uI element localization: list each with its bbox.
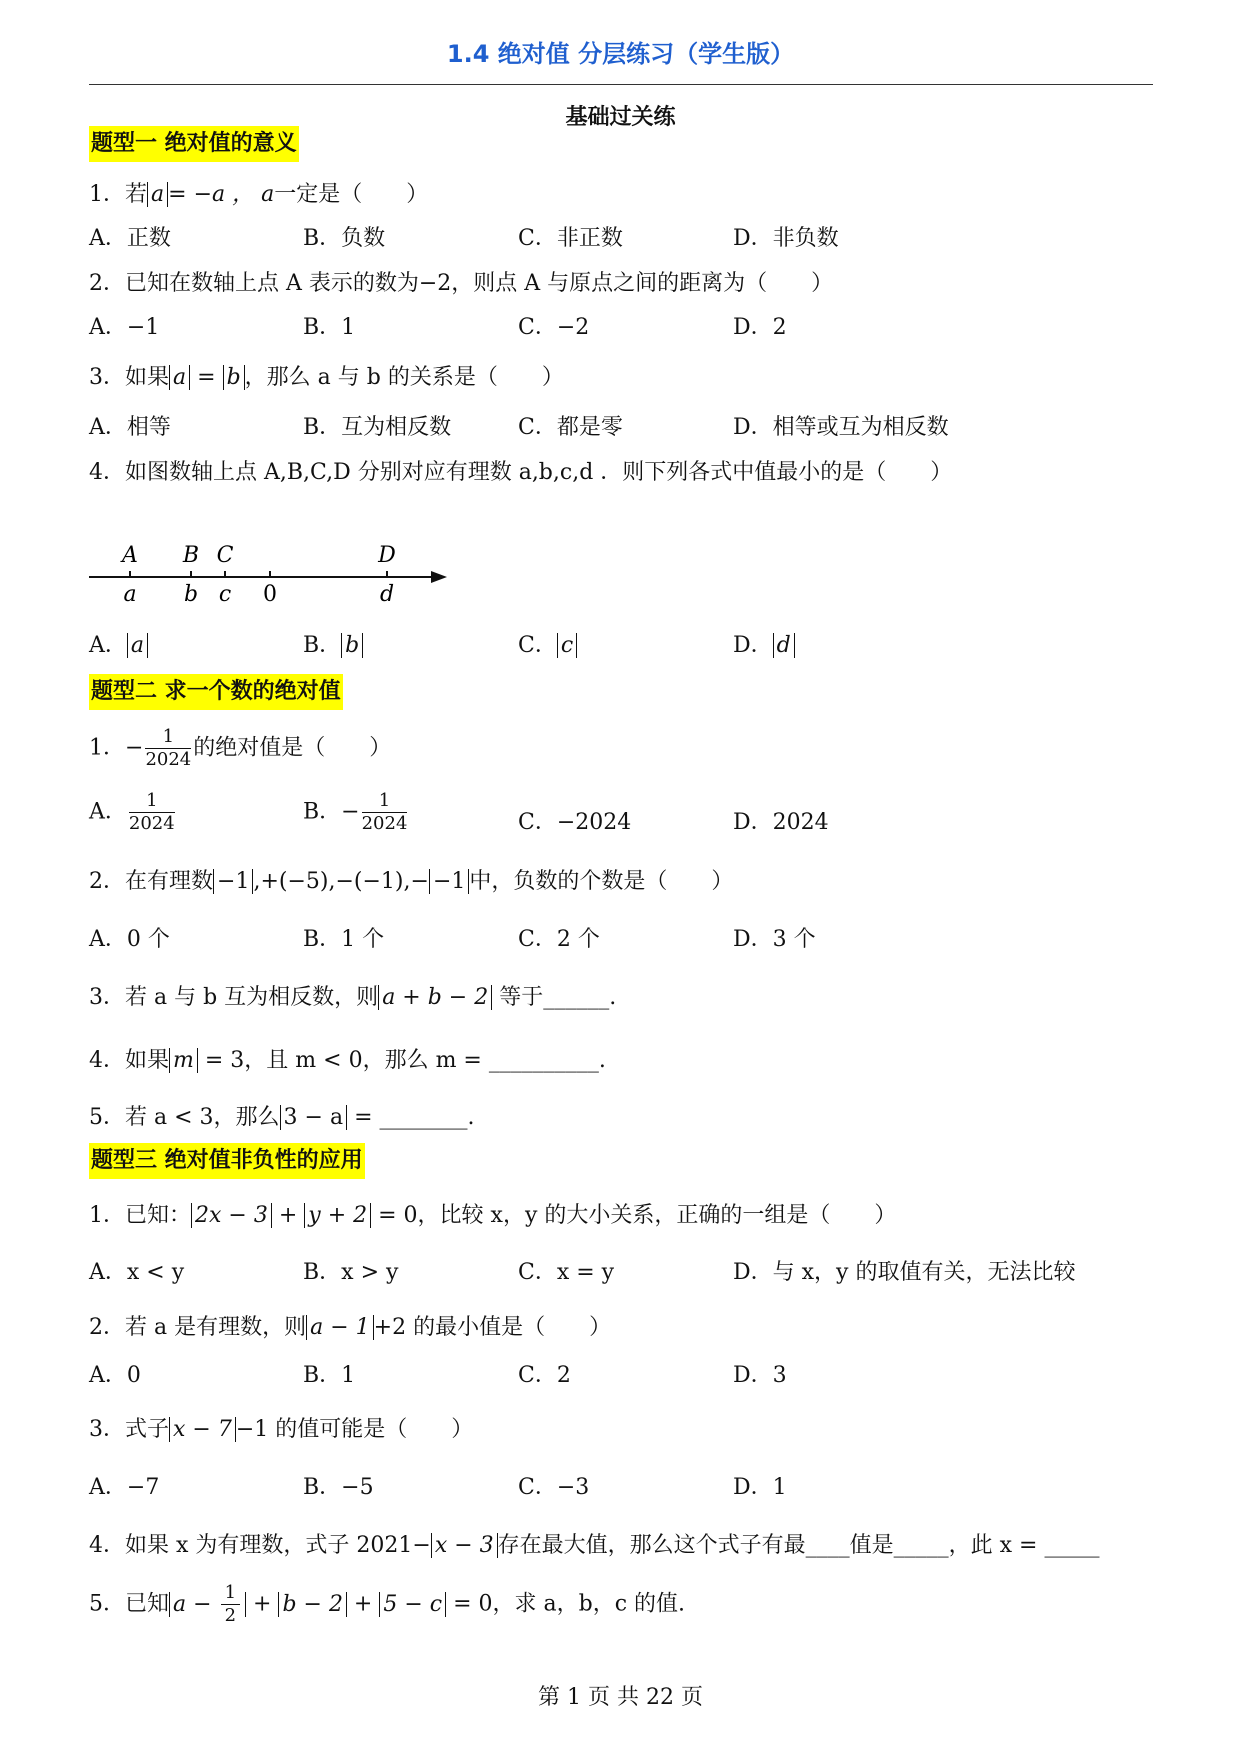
s1-q4-option-a-abs: a [127,633,148,658]
s2-q1-num: 1． [89,735,125,761]
s3-q5-abs3: 5 − c [379,1592,446,1617]
s1-q3-num: 3． [89,365,125,390]
s1-q3-option-a[interactable]: A．相等 [89,415,171,440]
s1-q4-option-c-prefix: C． [518,633,557,658]
s3-q3-option-d[interactable]: D．1 [733,1475,787,1500]
s2-q4-pre: 如果 [125,1048,170,1073]
s3-q3-option-c[interactable]: C．−3 [518,1475,590,1500]
value-label-a: a [123,582,137,607]
s3-q5-pre: 已知 [125,1591,170,1617]
s2-q5-abs: 3 − a [280,1105,348,1130]
s2-q2-option-b[interactable]: B．1 个 [303,927,385,952]
s1-q3-option-b[interactable]: B．互为相反数 [303,415,452,440]
s1-q3-pre: 如果 [125,365,170,390]
value-label-c: c [218,582,232,607]
s1-q2-option-c[interactable]: C．−2 [518,315,590,340]
s2-q4-num: 4． [89,1048,125,1073]
s2-q3 [89,980,616,1011]
subtitle: 基础过关练 [565,105,676,130]
s2-q5-post[interactable]: = ________. [347,1105,475,1130]
s3-q1-option-c[interactable]: C．x = y [518,1260,615,1285]
s2-q1-option-a-prefix: A． [89,799,127,825]
section-3-title: 题型三 绝对值非负性的应用 [89,1143,365,1179]
s3-q5-plus2: + [346,1591,380,1617]
s3-q2-post: +2 的最小值是（ ） [373,1315,612,1340]
s1-q1-abs: a [147,182,168,207]
s2-q2-post: 中，负数的个数是（ ） [469,869,734,894]
s2-q1-option-a-den: 2024 [128,813,175,834]
s2-q1-fraction [145,726,191,771]
number-line-figure [85,535,455,607]
point-label-C: C [216,543,234,568]
s2-q1 [89,726,391,771]
s2-q2 [89,864,733,895]
s1-q1-option-a[interactable]: A．正数 [89,226,171,251]
s3-q4-abs: x − 3 [431,1533,498,1558]
s2-q3-pre: 若 a 与 b 互为相反数，则 [125,985,379,1010]
s1-q1-option-c[interactable]: C．非正数 [518,226,623,251]
s2-q1-option-a-num: 1 [129,790,175,813]
s1-q1-mid: = −a ， [168,182,255,207]
s1-q1-num: 1． [89,182,125,207]
value-label-b: b [183,582,199,607]
s3-q3-post: −1 的值可能是（ ） [235,1417,474,1442]
s3-q3-num: 3． [89,1417,125,1442]
s1-q2-option-d[interactable]: D．2 [733,315,787,340]
s1-q1-post: 一定是（ ） [274,182,429,207]
s1-q4-option-d-prefix: D． [733,633,773,658]
s3-q5-abs1-text: a − [173,1591,219,1617]
s2-q5-pre: 若 a < 3，那么 [125,1105,280,1130]
s1-q4-option-c-abs: c [557,633,577,658]
s2-q2-option-c[interactable]: C．2 个 [518,927,600,952]
point-label-B: B [182,543,200,568]
page-header-title: 1.4 绝对值 分层练习（学生版） [446,40,795,68]
s3-q3-option-b[interactable]: B．−5 [303,1475,374,1500]
s2-q2-abs1: −1 [213,869,253,894]
s2-q2-option-a[interactable]: A．0 个 [89,927,170,952]
s3-q1-num: 1． [89,1203,125,1228]
s3-q5-abs2: b − 2 [278,1592,347,1617]
s1-q3-option-c[interactable]: C．都是零 [518,415,623,440]
s3-q1-post: = 0，比较 x，y 的大小关系，正确的一组是（ ） [371,1203,897,1228]
s2-q1-option-b-fraction [362,790,408,835]
s3-q3-pre: 式子 [125,1417,170,1442]
value-label-zero: 0 [263,582,277,607]
s2-q2-mid: ,+(−5),−(−1),− [253,869,429,894]
s3-q4-post[interactable]: 存在最大值，那么这个式子有最____值是_____，此 x = _____ [497,1533,1100,1558]
s2-q1-option-a[interactable] [89,790,177,835]
s2-q3-num: 3． [89,985,125,1010]
s1-q4-option-c[interactable] [518,628,577,659]
s1-q2-option-b[interactable]: B．1 [303,315,356,340]
s2-q1-sign: − [125,735,144,761]
s3-q5-frac-den: 2 [224,1605,237,1626]
s3-q5-abs1 [169,1582,246,1626]
s3-q1 [89,1198,896,1229]
s3-q1-plus: + [271,1203,305,1228]
s2-q4 [89,1043,606,1074]
s3-q3-option-a[interactable]: A．−7 [89,1475,160,1500]
s1-q1 [89,177,428,208]
s3-q1-option-d[interactable]: D．与 x，y 的取值有关，无法比较 [733,1260,1076,1285]
s2-q1-option-c[interactable]: C．−2024 [518,810,632,835]
s3-q5 [89,1582,685,1627]
s3-q2-option-c[interactable]: C．2 [518,1363,571,1388]
s3-q5-plus1: + [246,1591,279,1617]
s3-q2-pre: 若 a 是有理数，则 [125,1315,307,1340]
s2-q2-option-d[interactable]: D．3 个 [733,927,816,952]
value-label-d: d [379,582,395,607]
s3-q4-num: 4． [89,1533,125,1558]
s1-q4-option-b-abs: b [341,633,363,658]
s2-q1-option-a-fraction [129,790,175,835]
s3-q3-abs: x − 7 [169,1417,236,1442]
s1-q1-pre: 若 [125,182,148,207]
s2-q2-abs2: −1 [429,869,469,894]
s2-q4-abs: m [169,1048,198,1073]
number-line-arrow [431,571,447,583]
s2-q2-pre: 在有理数 [125,869,214,894]
s3-q2-option-b[interactable]: B．1 [303,1363,356,1388]
s3-q2-abs: a − 1 [306,1315,374,1340]
s1-q4-option-b[interactable] [303,628,363,659]
s3-q5-post: = 0，求 a，b，c 的值. [446,1591,686,1617]
s1-q4: 4．如图数轴上点 A,B,C,D 分别对应有理数 a,b,c,d ．则下列各式中值最小的是（ ） [89,460,953,485]
point-label-A: A [122,543,138,568]
s2-q1-option-b-den: 2024 [361,813,408,834]
header-divider [89,84,1153,85]
page-footer: 第 1 页 共 22 页 [538,1685,703,1710]
s3-q4-pre: 如果 x 为有理数，式子 2021− [125,1533,431,1558]
s1-q4-option-d-abs: d [773,633,795,658]
s1-q3-abs2: b [223,365,245,390]
s3-q1-abs2: y + 2 [304,1203,371,1228]
s2-q5 [89,1100,475,1131]
s1-q2-option-a[interactable]: A．−1 [89,315,160,340]
s2-q4-post[interactable]: = 3，且 m < 0，那么 m = __________. [197,1048,606,1073]
s2-q1-frac-num: 1 [145,726,191,749]
s1-q3-abs1: a [169,365,190,390]
s2-q3-post[interactable]: 等于______. [492,985,617,1010]
point-label-D: D [378,543,396,568]
s3-q1-pre: 已知： [125,1203,192,1228]
s1-q4-option-a[interactable] [89,628,148,659]
s1-q3-eq: = [190,365,223,390]
s3-q2-option-a[interactable]: A．0 [89,1363,141,1388]
s1-q3 [89,360,564,391]
s1-q4-option-a-prefix: A． [89,633,127,658]
s3-q2 [89,1310,611,1341]
s1-q1-option-d[interactable]: D．非负数 [733,226,839,251]
s2-q1-post: 的绝对值是（ ） [193,735,392,761]
s2-q1-option-d[interactable]: D．2024 [733,810,829,835]
s1-q3-option-d[interactable]: D．相等或互为相反数 [733,415,949,440]
s1-q4-option-b-prefix: B． [303,633,342,658]
s3-q2-num: 2． [89,1315,125,1340]
s3-q2-option-d[interactable]: D．3 [733,1363,787,1388]
s3-q1-abs1: 2x − 3 [191,1203,272,1228]
s3-q5-frac-num: 1 [221,1582,240,1605]
s1-q4-option-d[interactable] [733,628,795,659]
section-1-title: 题型一 绝对值的意义 [89,126,299,162]
s2-q1-option-b[interactable] [303,790,409,835]
s2-q2-num: 2． [89,869,125,894]
s3-q1-option-b[interactable]: B．x > y [303,1260,399,1285]
section-2-title: 题型二 求一个数的绝对值 [89,674,343,710]
s2-q5-num: 5． [89,1105,125,1130]
s3-q5-num: 5． [89,1591,125,1617]
s3-q3 [89,1412,473,1443]
s1-q3-post: ，那么 a 与 b 的关系是（ ） [244,365,564,390]
s1-q1-var: a [261,182,275,207]
s1-q1-option-b[interactable]: B．负数 [303,226,386,251]
s3-q5-fraction [221,1582,240,1627]
s2-q1-option-b-num: 1 [362,790,408,813]
s3-q1-option-a[interactable]: A．x < y [89,1260,185,1285]
s3-q4 [89,1528,1099,1559]
s2-q3-abs: a + b − 2 [378,985,492,1010]
s2-q1-frac-den: 2024 [145,749,192,770]
s2-q1-option-b-prefix: B．− [303,799,360,825]
s1-q2: 2．已知在数轴上点 A 表示的数为−2，则点 A 与原点之间的距离为（ ） [89,271,834,296]
